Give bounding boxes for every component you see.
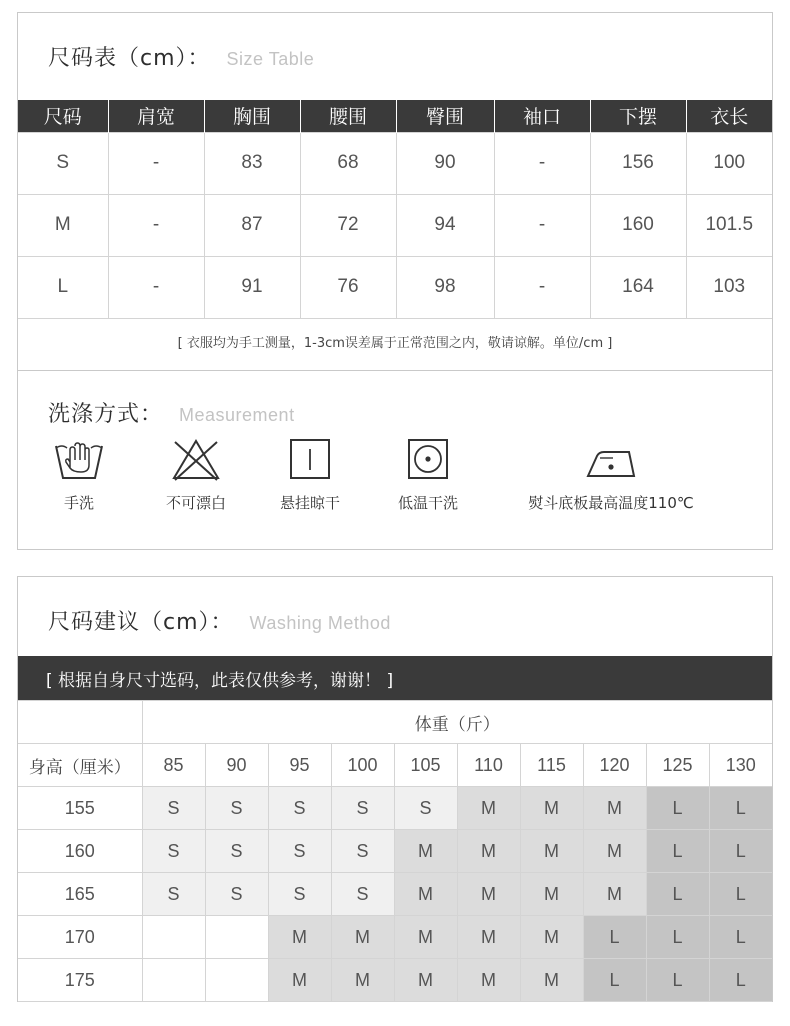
weight-cell: 120 xyxy=(583,744,646,787)
care-icons-row xyxy=(18,408,772,528)
size-cell: S xyxy=(331,873,394,916)
size-cell: M xyxy=(583,873,646,916)
size-cell: L xyxy=(709,873,772,916)
size-cell: S xyxy=(394,787,457,830)
height-cell: 170 xyxy=(18,916,142,959)
weight-cell: 125 xyxy=(646,744,709,787)
care-label: 手洗 xyxy=(63,494,94,512)
size-cell: S xyxy=(142,873,205,916)
care-title-en: Measurement xyxy=(179,405,295,425)
size-cell: L xyxy=(583,959,646,1002)
table-cell: 156 xyxy=(590,132,686,194)
table-cell: S xyxy=(18,132,108,194)
care-title-cn: 洗涤方式： xyxy=(48,402,164,427)
table-cell: 103 xyxy=(686,256,772,318)
recommend-title-en: Washing Method xyxy=(249,613,391,633)
size-cell: M xyxy=(268,916,331,959)
size-recommendation-card xyxy=(17,576,773,1002)
table-cell: - xyxy=(494,194,590,256)
table-cell: - xyxy=(494,132,590,194)
table-cell: L xyxy=(18,256,108,318)
recommend-title xyxy=(48,605,391,636)
table-cell: 94 xyxy=(396,194,494,256)
weight-cell: 115 xyxy=(520,744,583,787)
size-cell xyxy=(205,916,268,959)
weight-values-row xyxy=(18,744,772,787)
size-cell: S xyxy=(142,787,205,830)
table-cell: 100 xyxy=(686,132,772,194)
size-table xyxy=(18,100,772,319)
low-temp-tumble-dry-icon xyxy=(402,438,454,482)
size-cell: M xyxy=(457,959,520,1002)
size-table-header-row xyxy=(18,100,772,132)
size-table-title xyxy=(48,41,314,72)
table-row xyxy=(18,830,772,873)
size-cell: M xyxy=(520,916,583,959)
table-cell: 98 xyxy=(396,256,494,318)
size-table-title-en: Size Table xyxy=(226,49,315,69)
size-cell xyxy=(142,916,205,959)
size-cell: L xyxy=(646,873,709,916)
table-row xyxy=(18,787,772,830)
col-header-hip: 臀围 xyxy=(396,100,494,132)
weight-cell: 110 xyxy=(457,744,520,787)
size-table-title-cn: 尺码表（cm）： xyxy=(48,46,211,71)
table-cell: 91 xyxy=(204,256,300,318)
table-cell: - xyxy=(494,256,590,318)
size-cell: S xyxy=(331,830,394,873)
size-cell: S xyxy=(268,787,331,830)
size-cell: M xyxy=(394,916,457,959)
weight-cell: 105 xyxy=(394,744,457,787)
col-header-length: 衣长 xyxy=(686,100,772,132)
size-cell: S xyxy=(268,873,331,916)
size-cell: L xyxy=(709,959,772,1002)
corner-cell xyxy=(18,701,142,744)
table-row xyxy=(18,194,772,256)
table-cell: 90 xyxy=(396,132,494,194)
table-cell: 76 xyxy=(300,256,396,318)
table-cell: 164 xyxy=(590,256,686,318)
height-header: 身高（厘米） xyxy=(18,744,142,787)
size-cell: L xyxy=(709,830,772,873)
col-header-cuff: 袖口 xyxy=(494,100,590,132)
table-cell: 87 xyxy=(204,194,300,256)
care-item-tumble-dry xyxy=(348,438,508,513)
height-cell: 175 xyxy=(18,959,142,1002)
col-header-shoulder: 肩宽 xyxy=(108,100,204,132)
size-cell: S xyxy=(205,787,268,830)
size-cell: S xyxy=(331,787,394,830)
size-cell: M xyxy=(394,959,457,1002)
size-cell: M xyxy=(583,830,646,873)
height-cell: 165 xyxy=(18,873,142,916)
care-label: 悬挂晾干 xyxy=(279,494,340,512)
weight-cell: 95 xyxy=(268,744,331,787)
size-table-card xyxy=(17,12,773,550)
size-cell: L xyxy=(646,916,709,959)
size-cell: L xyxy=(646,830,709,873)
size-cell: M xyxy=(520,787,583,830)
height-cell: 155 xyxy=(18,787,142,830)
recommend-banner: [ 根据自身尺寸选码，此表仅供参考，谢谢！ ] xyxy=(18,656,772,700)
care-label: 熨斗底板最高温度110℃ xyxy=(528,494,694,512)
size-cell: M xyxy=(583,787,646,830)
care-label: 低温干洗 xyxy=(397,494,458,512)
weight-cell: 90 xyxy=(205,744,268,787)
col-header-hem: 下摆 xyxy=(590,100,686,132)
size-cell: S xyxy=(205,873,268,916)
table-row xyxy=(18,132,772,194)
size-cell: L xyxy=(646,787,709,830)
recommend-table xyxy=(18,700,772,1002)
weight-header-row xyxy=(18,701,772,744)
no-bleach-icon xyxy=(170,438,222,482)
size-cell: L xyxy=(646,959,709,1002)
recommend-title-cn: 尺码建议（cm）： xyxy=(48,610,234,635)
table-row xyxy=(18,916,772,959)
iron-icon xyxy=(583,438,639,482)
size-cell: M xyxy=(331,959,394,1002)
table-cell: 160 xyxy=(590,194,686,256)
size-cell: L xyxy=(709,787,772,830)
table-row xyxy=(18,959,772,1002)
size-cell: M xyxy=(394,830,457,873)
line-dry-icon xyxy=(284,438,336,482)
height-cell: 160 xyxy=(18,830,142,873)
care-label: 不可漂白 xyxy=(165,494,226,512)
weight-header: 体重（斤） xyxy=(142,701,772,744)
weight-cell: 130 xyxy=(709,744,772,787)
size-cell: L xyxy=(709,916,772,959)
size-cell: M xyxy=(331,916,394,959)
size-cell: S xyxy=(268,830,331,873)
table-cell: - xyxy=(108,256,204,318)
weight-cell: 85 xyxy=(142,744,205,787)
table-cell: - xyxy=(108,132,204,194)
size-cell: M xyxy=(520,830,583,873)
table-cell: 72 xyxy=(300,194,396,256)
size-cell xyxy=(205,959,268,1002)
size-cell: M xyxy=(457,787,520,830)
col-header-chest: 胸围 xyxy=(204,100,300,132)
table-cell: 68 xyxy=(300,132,396,194)
hand-wash-icon xyxy=(53,438,105,482)
size-cell: L xyxy=(583,916,646,959)
size-cell: S xyxy=(205,830,268,873)
size-cell: M xyxy=(520,959,583,1002)
table-row xyxy=(18,873,772,916)
col-header-size: 尺码 xyxy=(18,100,108,132)
table-cell: 83 xyxy=(204,132,300,194)
size-cell xyxy=(142,959,205,1002)
size-cell: M xyxy=(520,873,583,916)
table-row xyxy=(18,256,772,318)
size-cell: M xyxy=(394,873,457,916)
size-cell: M xyxy=(457,830,520,873)
table-cell: - xyxy=(108,194,204,256)
weight-cell: 100 xyxy=(331,744,394,787)
col-header-waist: 腰围 xyxy=(300,100,396,132)
table-cell: M xyxy=(18,194,108,256)
measurement-note: [ 衣服均为手工测量，1-3cm误差属于正常范围之内，敬请谅解。单位/cm ] xyxy=(18,313,772,371)
table-cell: 101.5 xyxy=(686,194,772,256)
care-item-iron xyxy=(506,438,716,513)
size-cell: M xyxy=(457,873,520,916)
size-cell: S xyxy=(142,830,205,873)
size-cell: M xyxy=(457,916,520,959)
size-cell: M xyxy=(268,959,331,1002)
